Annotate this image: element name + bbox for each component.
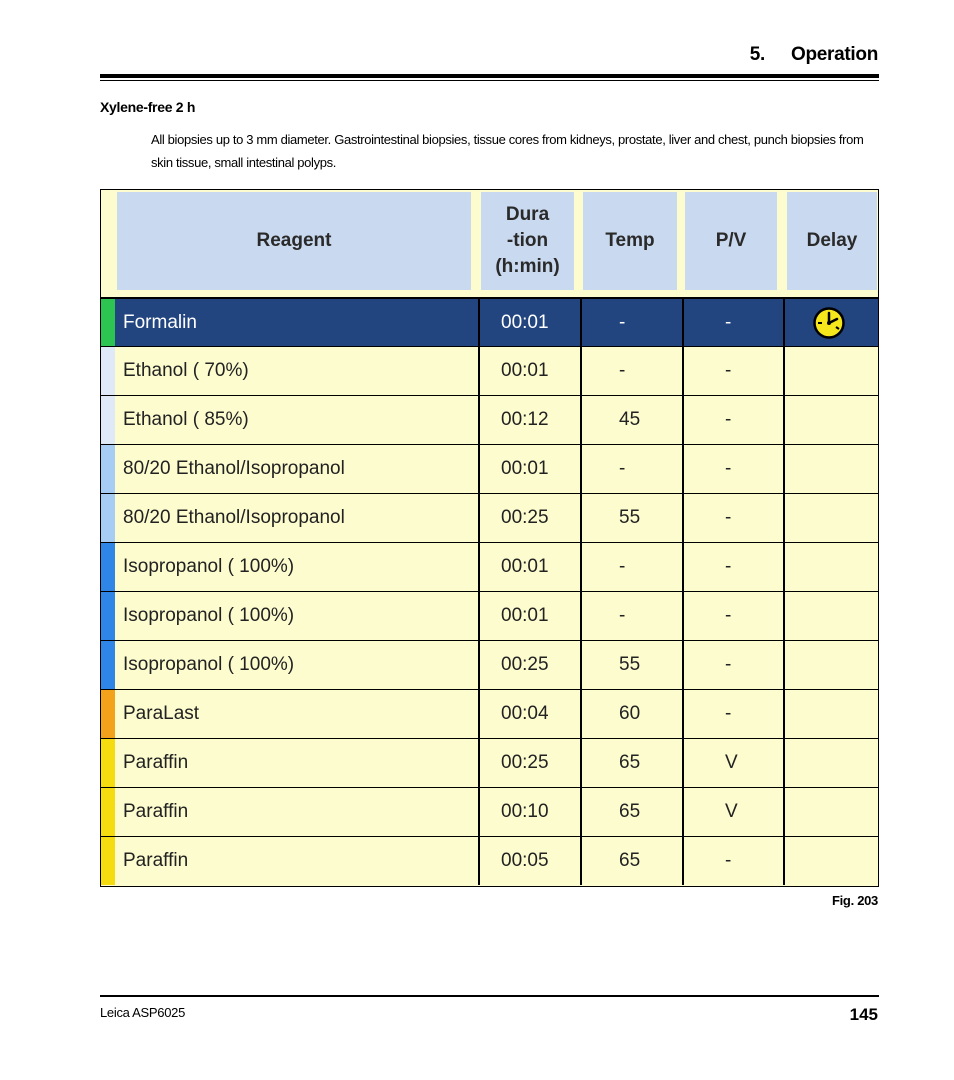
program-table [100,189,879,887]
pv-cell: - [725,507,732,528]
temp-cell: - [619,605,626,626]
reagent-group-stripe [101,299,115,347]
reagent-group-stripe [101,396,115,444]
table-row[interactable] [101,738,878,787]
column-divider [783,347,785,395]
temp-cell: - [619,360,626,381]
temp-cell: 55 [619,654,641,675]
header-duration-line1: Dura [505,204,550,225]
clock-icon[interactable] [813,307,845,339]
column-divider [783,445,785,493]
column-divider [783,837,785,885]
column-divider [682,592,684,640]
column-divider [580,494,582,542]
column-divider [783,592,785,640]
column-divider [682,494,684,542]
duration-cell: 00:10 [501,801,549,822]
table-row[interactable] [101,297,878,347]
pv-cell: - [725,703,732,724]
reagent-cell: 80/20 Ethanol/Isopropanol [123,458,345,479]
header-duration-line2: -tion [506,230,549,251]
column-divider [478,299,480,347]
table-row[interactable] [101,640,878,689]
column-divider [682,543,684,591]
column-divider [580,739,582,787]
reagent-cell: Ethanol ( 85%) [123,409,249,430]
reagent-cell: Paraffin [123,801,189,822]
column-divider [783,739,785,787]
pv-cell: V [725,801,738,822]
column-divider [783,299,785,347]
reagent-group-stripe [101,837,115,885]
duration-cell: 00:04 [501,703,549,724]
pv-cell: - [725,605,732,626]
reagent-group-stripe [101,592,115,640]
pv-cell: - [725,556,732,577]
reagent-cell: Ethanol ( 70%) [123,360,249,381]
pv-cell: - [725,409,732,430]
reagent-group-stripe [101,641,115,689]
section-title: Xylene-free 2 h [100,99,196,115]
table-row[interactable] [101,787,878,836]
column-divider [682,445,684,493]
column-divider [478,396,480,444]
pv-cell: - [725,458,732,479]
temp-cell: 45 [619,409,641,430]
duration-cell: 00:05 [501,850,549,871]
pv-cell: V [725,752,738,773]
column-divider [478,347,480,395]
column-divider [783,641,785,689]
column-divider [580,445,582,493]
column-divider [682,739,684,787]
column-divider [682,641,684,689]
pv-cell: - [725,654,732,675]
column-divider [478,494,480,542]
reagent-group-stripe [101,690,115,738]
duration-cell: 00:25 [501,654,549,675]
column-divider [580,347,582,395]
column-divider [478,837,480,885]
page-number: 145 [849,1005,878,1024]
column-divider [580,788,582,836]
column-divider [580,690,582,738]
column-divider [478,445,480,493]
temp-cell: - [619,312,626,333]
reagent-cell: Isopropanol ( 100%) [123,654,295,675]
temp-cell: 55 [619,507,641,528]
column-divider [682,347,684,395]
reagent-group-stripe [101,445,115,493]
figure-label: Fig. 203 [831,893,878,908]
chapter-title: Operation [790,44,878,65]
column-divider [682,788,684,836]
column-divider [682,690,684,738]
header-reagent: Reagent [117,192,471,290]
header-delay: Delay [787,192,877,290]
reagent-cell: ParaLast [123,703,200,724]
duration-cell: 00:01 [501,312,549,333]
column-divider [478,641,480,689]
column-divider [580,837,582,885]
reagent-cell: Isopropanol ( 100%) [123,556,295,577]
temp-cell: 60 [619,703,641,724]
header-duration [481,192,574,290]
column-divider [478,592,480,640]
header-pv: P/V [685,192,777,290]
temp-cell: - [619,458,626,479]
chapter-heading [750,44,878,66]
chapter-number: 5. [749,44,765,65]
column-divider [783,396,785,444]
table-row[interactable] [101,493,878,542]
pv-cell: - [725,850,732,871]
column-divider [580,592,582,640]
table-row[interactable] [101,689,878,738]
reagent-group-stripe [101,494,115,542]
column-divider [478,788,480,836]
reagent-group-stripe [101,347,115,395]
reagent-cell: Formalin [123,312,197,333]
duration-cell: 00:12 [501,409,549,430]
pv-cell: - [725,312,732,333]
temp-cell: - [619,556,626,577]
column-divider [783,494,785,542]
reagent-group-stripe [101,543,115,591]
footer-rule [100,995,879,997]
column-divider [478,739,480,787]
column-divider [783,690,785,738]
duration-cell: 00:25 [501,507,549,528]
reagent-cell: 80/20 Ethanol/Isopropanol [123,507,345,528]
duration-cell: 00:01 [501,556,549,577]
duration-cell: 00:01 [501,605,549,626]
column-divider [682,837,684,885]
duration-cell: 00:25 [501,752,549,773]
pv-cell: - [725,360,732,381]
section-description: All biopsies up to 3 mm diameter. Gastrointestinal biopsies, tissue cores from kidneys, prostate, liver and chest, punch biopsies from skin tissue, small intestinal polyps. [151,132,864,170]
temp-cell: 65 [619,752,641,773]
column-divider [580,543,582,591]
column-divider [682,396,684,444]
table-row[interactable] [101,346,878,395]
column-divider [682,299,684,347]
table-row[interactable] [101,395,878,444]
column-divider [580,396,582,444]
duration-cell: 00:01 [501,458,549,479]
column-divider [783,543,785,591]
column-divider [580,641,582,689]
reagent-group-stripe [101,788,115,836]
column-divider [580,299,582,347]
reagent-cell: Paraffin [123,752,189,773]
column-divider [478,690,480,738]
header-temp: Temp [583,192,677,290]
header-duration-line3: (h:min) [495,256,560,277]
table-row[interactable] [101,836,878,885]
column-divider [783,788,785,836]
reagent-group-stripe [101,739,115,787]
footer-product: Leica ASP6025 [100,1005,186,1020]
duration-cell: 00:01 [501,360,549,381]
table-row[interactable] [101,591,878,640]
reagent-cell: Paraffin [123,850,189,871]
header-rule-thick [100,74,879,78]
reagent-cell: Isopropanol ( 100%) [123,605,295,626]
table-row[interactable] [101,542,878,591]
temp-cell: 65 [619,801,641,822]
column-divider [478,543,480,591]
temp-cell: 65 [619,850,641,871]
header-rule-thin [100,80,879,81]
table-row[interactable] [101,444,878,493]
